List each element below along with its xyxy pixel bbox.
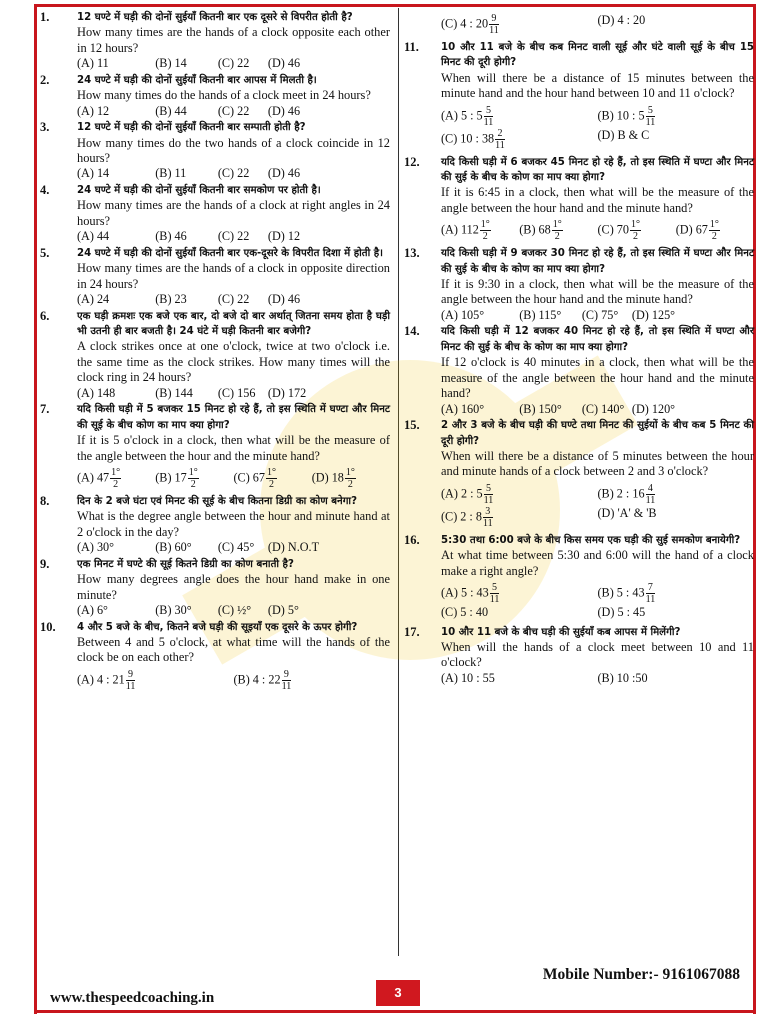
fraction [188,467,199,490]
denominator: 2 [268,478,274,490]
top-border [34,4,756,7]
right-column [404,10,754,687]
option[interactable] [77,467,155,490]
question-english: A clock strikes once at one o'clock, twice at two o'clock i.e. the same time as the clock strikes. How many times will the clock ring in 24 hours? [77,339,390,385]
fraction [709,219,720,242]
options-row [77,464,390,493]
question-number: 11. [404,40,419,54]
question-item [404,418,754,532]
footer-mobile-number: Mobile Number:- 9161067088 [542,966,740,983]
denominator: 2 [113,478,119,490]
fraction [646,105,656,128]
option-prefix: (B) 68 [519,222,551,237]
option-prefix: (A) 2 : 5 [441,486,483,501]
fraction [552,219,563,242]
numerator: 2 [495,128,505,140]
option-prefix: (A) 47 [77,470,110,485]
option[interactable] [234,669,391,692]
question-number: 15. [404,418,420,433]
option[interactable]: (C) 22 [217,103,250,118]
question-body [441,40,754,154]
option[interactable]: (B) 23 [155,292,187,307]
question-item [40,309,390,402]
question-number: 4. [40,183,50,198]
denominator: 2 [711,231,717,243]
fraction [490,582,500,605]
question-number: 13. [404,246,420,261]
option[interactable]: (A) 148 [77,385,116,400]
question-english: How many times are the hands of a clock at right angles in 24 hours? [77,198,390,228]
options-row [77,166,390,182]
options-row [77,229,390,245]
fraction [484,483,494,506]
option[interactable]: (B) 30° [155,602,192,617]
fraction [345,467,356,490]
bottom-border [36,1010,754,1013]
option[interactable]: (A) 6° [77,602,108,617]
option[interactable]: (B) 14 [155,56,187,71]
option-prefix: (C) 70 [597,222,629,237]
question-hindi: 10 और 11 बजे के बीच कब मिनट वाली सूई और घंटे वाली सूई के बीच 15 मिनट की दूरी होगी? [441,42,754,69]
denominator: 2 [554,231,560,243]
question-english: How many times do the two hands of a clock coincide in 12 hours? [77,135,390,166]
denominator: 11 [645,494,656,506]
question-english: Between 4 and 5 o'clock, at what time will the hands of the clock be on each other? [77,634,390,665]
denominator: 11 [482,517,493,529]
question-number: 14. [404,324,420,339]
options-row [441,402,754,418]
question-item [40,494,390,556]
denominator: 11 [489,25,499,36]
option[interactable] [155,467,233,490]
option[interactable] [441,582,598,605]
option[interactable]: (A) 160° [441,401,485,416]
option[interactable]: (C) 45° [217,540,255,555]
question-english: If 12 o'clock is 40 minutes in a clock, then what will be the measure of the angle between the hour hand and the minute hand? [441,355,754,401]
question-hindi: एक घड़ी क्रमशः एक बजे एक बार, दो बजे दो बार अर्थात् जितना समय होता है घड़ी भी उतनी ही बार बजती है। 24 घंटे में घड़ी कितनी बार बजेगी? [77,310,390,338]
option[interactable]: (D) N.O.T [267,540,320,555]
question-item [404,625,754,687]
option[interactable]: (C) 75° [581,307,619,322]
option-prefix: (D) 67 [675,222,708,237]
denominator: 2 [190,478,196,490]
numerator: 7 [646,582,656,594]
left-column [40,10,390,696]
option-prefix: (A) 5 : 5 [441,107,483,122]
question-english: When will there be a distance of 15 minutes between the minute hand and the hour hand between 10 and 11 o'clock? [441,70,754,101]
numerator: 1° [709,219,719,231]
question-english: When will there be a distance of 5 minutes between the hour and minute hands of a clock between 2 and 3 o'clock? [441,448,754,479]
option[interactable]: (B) 10 :50 [597,670,648,685]
numerator: 1° [111,466,121,478]
question-item [404,533,754,624]
question-number: 5. [40,245,50,260]
options-row [77,56,390,72]
fraction [646,483,656,506]
denominator: 11 [125,680,136,692]
options-row [441,480,754,532]
denominator: 11 [281,680,292,692]
numerator: 5 [484,105,494,117]
option[interactable] [441,13,598,36]
denominator: 11 [645,116,656,128]
question-item [404,324,754,417]
numerator: 9 [489,13,499,25]
question-body [77,73,390,119]
question-number: 9. [40,556,50,571]
option-prefix: (C) 4 : 20 [441,16,489,31]
question-body [441,418,754,532]
question-hindi: यदि किसी घड़ी में 9 बजकर 30 मिनट हो रहे हैं, तो इस स्थिति में घण्टा और मिनट की सुई के बीच के कोण का माप क्या होगा? [441,248,754,275]
question-hindi: 2 और 3 बजे के बीच घड़ी की घण्टे तथा मिनट की सुईयों के बीच कब 5 मिनट की दूरी होगी? [441,420,754,447]
fraction [266,467,277,490]
question-hindi: 12 घण्टे में घड़ी की दोनों सुईयाँ कितनी बार एक दूसरे से विपरीत होती है? [77,12,353,23]
option[interactable]: (C) 22 [217,292,250,307]
option[interactable]: (D) 'A' & 'B [597,505,657,520]
question-hindi: 24 घण्टे में घड़ी की दोनों सुईयाँ कितनी बार समकोण पर होती है। [77,185,321,197]
numerator: 5 [646,105,656,117]
question-english: How many times are the hands of a clock opposite each other in 12 hours? [77,25,390,55]
option[interactable]: (C) 22 [217,56,250,71]
question-body [441,155,754,246]
question-english: How many times are the hands of a clock in opposite direction in 24 hours? [77,261,390,291]
option[interactable] [441,128,598,151]
option-prefix: (B) 10 : 5 [597,107,645,122]
options-row [441,579,754,624]
option[interactable] [312,467,390,490]
option[interactable]: (B) 44 [155,103,187,118]
numerator: 5 [490,582,500,594]
numerator: 5 [484,483,494,495]
question-hindi: दिन के 2 बजे घंटा एवं मिनट की सूई के बीच कितना डिग्री का कोण बनेगा? [77,495,357,507]
option-prefix: (C) 67 [233,470,265,485]
fraction [495,128,505,151]
option[interactable] [234,467,312,490]
question-number: 3. [40,120,50,135]
question-number-blank [404,10,441,39]
option[interactable]: (A) 24 [77,292,110,307]
column-divider [398,8,399,956]
option[interactable]: (C) 22 [217,166,250,181]
option[interactable]: (D) B & C [597,127,650,142]
question-body [77,494,390,556]
fraction [484,105,494,128]
option[interactable]: (D) 125° [631,307,676,322]
question-body [441,10,754,39]
option[interactable]: (D) 46 [267,56,301,71]
option[interactable] [598,582,755,605]
question-item [40,246,390,308]
question-english: When will the hands of a clock meet between 10 and 11 o'clock? [441,639,754,670]
question-hindi: 12 घण्टे में घड़ी की दोनों सुईयाँ कितनी बार सम्पाती होती है? [77,122,306,134]
option-prefix: (B) 4 : 22 [233,672,281,687]
options-row [77,386,390,402]
question-number: 1. [40,10,50,24]
options-row [77,540,390,556]
option[interactable]: (B) 46 [155,229,187,244]
question-body [441,625,754,687]
option[interactable]: (C) 156 [217,385,256,400]
options-row [77,292,390,308]
option-prefix: (B) 2 : 16 [597,486,645,501]
question-number: 2. [40,72,50,87]
question-body [77,246,390,308]
numerator: 1° [266,466,276,478]
question-english: If it is 6:45 in a clock, then what will be the measure of the angle between the hour hand and the minute hand? [441,185,754,215]
option[interactable]: (C) 5 : 40 [441,604,489,619]
denominator: 2 [632,231,638,243]
option[interactable]: (A) 14 [77,166,110,181]
fraction [630,219,641,242]
question-item [40,620,390,695]
question-item [40,557,390,619]
numerator: 9 [126,669,136,681]
denominator: 2 [482,231,488,243]
question-body [441,246,754,323]
option[interactable] [598,483,755,506]
fraction [489,13,499,36]
option[interactable]: (D) 5 : 45 [597,604,646,619]
question-hindi: 24 घण्टे में घड़ी की दोनों सुईयाँ कितनी बार एक-दूसरे के विपरीत दिशा में होती है। [77,247,384,259]
question-english: What is the degree angle between the hour and minute hand at 2 o'clock in the day? [77,509,390,539]
denominator: 11 [489,593,500,605]
options-row [441,102,754,154]
question-body [77,120,390,182]
fraction [646,582,656,605]
denominator: 2 [347,478,353,490]
fraction [126,669,136,692]
question-hindi: 4 और 5 बजे के बीच, कितने बजे घड़ी की सूइयाँ एक दूसरे के ऊपर होगी? [77,621,358,633]
numerator: 3 [483,506,493,518]
question-body [77,183,390,245]
option[interactable]: (B) 115° [519,307,562,322]
option[interactable]: (D) 12 [267,229,301,244]
denominator: 11 [645,593,656,605]
question-hindi: यदि किसी घड़ी में 6 बजकर 45 मिनट हो रहे हैं, तो इस स्थिति में घण्टा और मिनट की सुई के बीच के कोण का माप क्या होगा? [441,156,754,184]
option[interactable] [441,483,598,506]
numerator: 4 [646,483,656,495]
option[interactable]: (C) 140° [581,401,625,416]
options-row [441,308,754,324]
option[interactable]: (B) 60° [155,540,192,555]
fraction [480,219,491,242]
numerator: 1° [630,219,640,231]
question-item [40,120,390,182]
question-body [77,620,390,695]
question-hindi: यदि किसी घड़ी में 5 बजकर 15 मिनट हो रहे हैं, तो इस स्थिति में घण्टा और मिनट की सूई के बीच कोण का माप क्या होगा? [77,404,390,431]
question-body [77,402,390,493]
option[interactable] [77,669,234,692]
question-body [77,557,390,619]
question-number: 6. [40,308,50,323]
fraction [282,669,292,692]
question-number: 10. [40,619,56,634]
option[interactable]: (D) 46 [267,103,301,118]
option[interactable]: (D) 120° [631,401,676,416]
option[interactable] [676,219,754,242]
option[interactable]: (D) 172 [267,385,307,400]
option[interactable] [598,105,755,128]
question-english: How many degrees angle does the hour hand make in one minute? [77,572,390,602]
option[interactable]: (B) 144 [155,385,193,400]
fraction [483,506,493,529]
option[interactable] [598,219,676,242]
option[interactable] [519,219,597,242]
numerator: 9 [282,669,292,681]
option[interactable]: (C) ½° [217,602,252,617]
question-item [40,183,390,245]
options-row [441,216,754,245]
question-number: 12. [404,154,420,169]
option[interactable]: (B) 150° [519,401,562,416]
question-hindi: यदि किसी घड़ी में 12 बजकर 40 मिनट हो रहे हैं, तो इस स्थिति में घण्टा और मिनट की सुई के बीच के कोण का माप क्या होगा? [441,326,754,353]
option[interactable]: (A) 105° [441,307,485,322]
denominator: 11 [495,139,505,151]
question-english: If it is 9:30 in a clock, then what will be the measure of the angle between the hour hand and the minute hand? [441,277,754,307]
option[interactable] [441,506,598,529]
question-item [40,73,390,119]
left-border [34,4,37,1014]
question-body [77,10,390,72]
question-body [77,309,390,402]
option[interactable]: (A) 10 : 55 [441,670,495,685]
question-number: 8. [40,493,50,508]
option[interactable]: (A) 44 [77,229,110,244]
question-number: 16. [404,532,420,547]
question-item [404,40,754,154]
question-hindi: एक मिनट में घण्टे की सूई कितने डिग्री का कोण बनाती है? [77,558,294,570]
options-row [77,603,390,619]
options-row [441,10,754,39]
option[interactable] [441,105,598,128]
question-english: At what time between 5:30 and 6:00 will the hand of a clock make a right angle? [441,548,754,578]
options-row [77,666,390,695]
question-english: How many times do the hands of a clock meet in 24 hours? [77,88,371,103]
footer-website[interactable]: www.thespeedcoaching.in [50,990,215,1006]
numerator: 1° [480,219,490,231]
option-prefix: (B) 17 [155,470,187,485]
option-prefix: (C) 2 : 8 [441,509,482,524]
page-number-badge: 3 [376,980,420,1006]
option-prefix: (D) 18 [311,470,344,485]
fraction [110,467,121,490]
question-continuation [404,10,754,39]
option-prefix: (C) 10 : 38 [441,130,495,145]
option[interactable]: (A) 30° [77,540,115,555]
option-prefix: (A) 4 : 21 [77,672,125,687]
question-item [40,10,390,72]
option[interactable]: (D) 46 [267,292,301,307]
question-item [40,402,390,493]
option[interactable]: (A) 11 [77,56,109,71]
question-body [441,324,754,417]
question-hindi: 5:30 तथा 6:00 बजे के बीच किस समय एक घड़ी की सुई समकोण बनायेगी? [441,534,741,546]
question-item [404,155,754,246]
question-english: If it is 5 o'clock in a clock, then what will be the measure of the angle between the hour and the minute hand? [77,433,390,463]
option[interactable]: (A) 12 [77,103,110,118]
numerator: 1° [188,466,198,478]
options-row [77,104,390,120]
numerator: 1° [345,466,355,478]
question-body [441,533,754,624]
question-item [404,246,754,323]
option[interactable]: (C) 22 [217,229,250,244]
question-number: 7. [40,402,50,417]
denominator: 11 [483,116,494,128]
numerator: 1° [552,219,562,231]
option[interactable]: (D) 4 : 20 [597,13,646,27]
option[interactable]: (D) 46 [267,166,301,181]
option-prefix: (A) 112 [441,222,479,237]
option[interactable] [441,219,519,242]
option-prefix: (A) 5 : 43 [441,585,489,600]
options-row [441,671,754,687]
question-number: 17. [404,624,420,639]
option[interactable]: (D) 5° [267,602,299,617]
denominator: 11 [483,494,494,506]
option[interactable]: (B) 11 [155,166,187,181]
question-hindi: 10 और 11 बजे के बीच घड़ी की सुईयाँ कब आपस में मिलेंगी? [441,626,681,638]
option-prefix: (B) 5 : 43 [597,585,645,600]
question-hindi: 24 घण्टे में घड़ी की दोनों सुईयाँ कितनी बार आपस में मिलती है। [77,74,317,86]
